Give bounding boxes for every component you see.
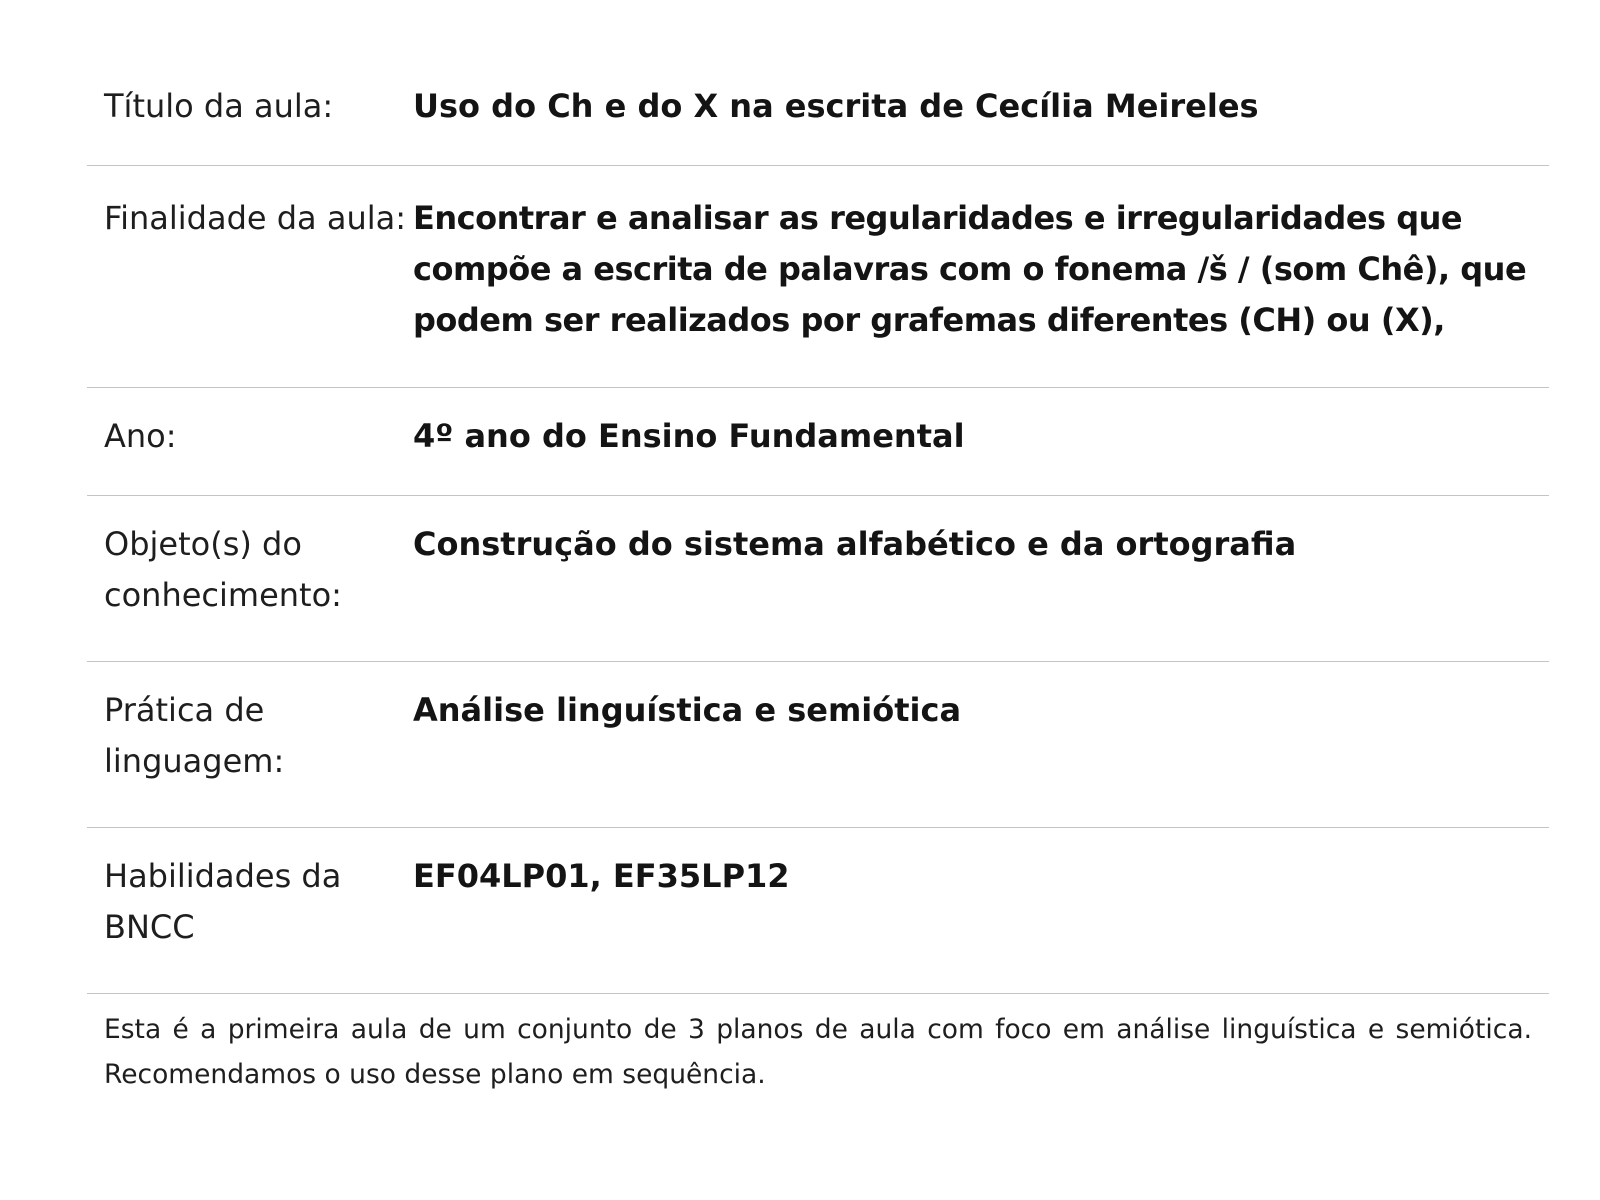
row-label: Habilidades da BNCC	[104, 857, 342, 946]
row-label: Objeto(s) do conhecimento:	[104, 525, 342, 614]
row-bncc-skills	[87, 828, 1549, 994]
row-knowledge-objects	[87, 496, 1549, 662]
row-value: Uso do Ch e do X na escrita de Cecília Meireles	[413, 87, 1259, 125]
row-label: Finalidade da aula:	[104, 199, 406, 237]
row-value: EF04LP01, EF35LP12	[413, 857, 790, 895]
row-label: Ano:	[104, 417, 177, 455]
row-value: Análise linguística e semiótica	[413, 691, 962, 729]
row-value: Encontrar e analisar as regularidades e irregularidades que compõe a escrita de palavras com o fonema /š / (som Chê), que podem ser realizados por grafemas diferentes (CH) ou (X),	[413, 199, 1527, 339]
lesson-plan-table	[87, 58, 1549, 1097]
row-lesson-title	[87, 58, 1549, 166]
row-school-year	[87, 388, 1549, 496]
sequence-note: Esta é a primeira aula de um conjunto de 3 planos de aula com foco em análise linguística e semiótica. Recomendamos o uso desse plano em sequência.	[104, 1014, 1532, 1090]
row-value: 4º ano do Ensino Fundamental	[413, 417, 965, 455]
row-label: Título da aula:	[104, 87, 334, 125]
row-lesson-purpose	[87, 166, 1549, 388]
row-label: Prática de linguagem:	[104, 691, 285, 780]
row-language-practice	[87, 662, 1549, 828]
row-value: Construção do sistema alfabético e da ortografia	[413, 525, 1297, 563]
